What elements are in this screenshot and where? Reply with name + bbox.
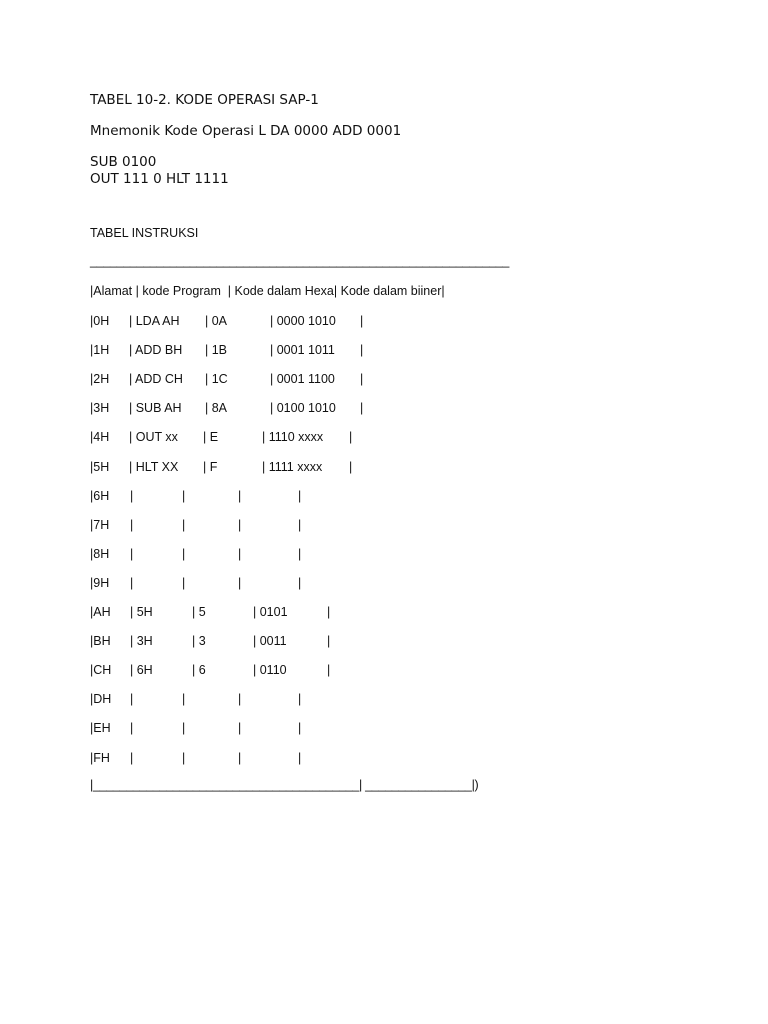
row-end: |: [298, 488, 302, 503]
row-bin: | 0011: [253, 634, 287, 649]
row-addr: |0H: [90, 314, 110, 328]
row-end: |: [360, 314, 364, 328]
row-addr: |FH: [90, 750, 110, 765]
row-prog: |: [130, 546, 134, 561]
row-addr: |7H: [90, 517, 110, 532]
row-addr: |8H: [90, 546, 110, 561]
row-prog: | OUT xx: [129, 430, 178, 445]
table-top-rule: _______________________________________________________________: [90, 254, 510, 268]
row-end: |: [298, 575, 302, 590]
row-addr: |AH: [90, 605, 111, 619]
row-hex: | 5: [192, 605, 206, 619]
row-end: |: [298, 692, 302, 707]
row-hex: |: [182, 546, 186, 561]
row-prog: |: [130, 517, 134, 532]
row-end: |: [298, 721, 302, 736]
row-bin: | 1110 xxxx: [262, 430, 324, 445]
row-bin: | 1111 xxxx: [262, 459, 323, 474]
row-prog: | HLT XX: [129, 459, 179, 474]
row-prog: |: [130, 692, 134, 707]
row-hex: | 3: [192, 634, 206, 649]
row-addr: |9H: [90, 575, 110, 590]
row-hex: | F: [203, 459, 218, 474]
row-end: |: [298, 517, 302, 532]
row-hex: | 1B: [205, 343, 228, 358]
row-addr: |4H: [90, 430, 110, 445]
row-hex: | 6: [192, 663, 206, 678]
row-addr: |1H: [90, 343, 110, 358]
row-bin: |: [238, 488, 242, 503]
row-end: |: [327, 634, 331, 649]
row-bin: | 0110: [253, 663, 287, 678]
row-bin: | 0000 1010: [270, 314, 336, 328]
table-bottom-rule: |________________________________________| ________________|): [90, 778, 479, 792]
table-title: TABEL INSTRUKSI: [90, 226, 199, 240]
table-header: |Alamat | kode Program | Kode dalam Hexa| Kode dalam biiner|: [90, 284, 445, 298]
row-hex: | 1C: [205, 372, 228, 387]
row-end: |: [327, 663, 331, 678]
row-addr: |DH: [90, 692, 112, 707]
row-addr: |3H: [90, 401, 110, 416]
row-hex: |: [182, 692, 186, 707]
row-addr: |5H: [90, 459, 110, 474]
row-prog: | LDA AH: [129, 314, 180, 328]
row-bin: |: [238, 517, 242, 532]
sub-line: SUB 0100: [90, 154, 157, 170]
out-line: OUT 111 0 HLT 1111: [90, 171, 229, 187]
row-bin: |: [238, 692, 242, 707]
row-prog: |: [130, 750, 134, 765]
row-prog: |: [130, 575, 134, 590]
row-prog: |: [130, 721, 134, 736]
row-bin: |: [238, 721, 242, 736]
row-hex: |: [182, 488, 186, 503]
row-end: |: [349, 430, 353, 445]
row-addr: |CH: [90, 663, 112, 678]
row-end: |: [327, 605, 331, 619]
row-bin: | 0001 1011: [270, 343, 335, 358]
mnemonic-line: Mnemonik Kode Operasi L DA 0000 ADD 0001: [90, 123, 402, 139]
row-prog: | 3H: [130, 634, 153, 649]
row-end: |: [360, 343, 364, 358]
row-end: |: [360, 401, 364, 416]
row-prog: | 5H: [130, 605, 153, 619]
row-addr: |BH: [90, 634, 111, 649]
row-prog: | ADD BH: [129, 343, 183, 358]
row-hex: |: [182, 750, 186, 765]
row-prog: |: [130, 488, 134, 503]
row-bin: | 0101: [253, 605, 288, 619]
row-hex: |: [182, 575, 186, 590]
row-hex: | E: [203, 430, 219, 445]
row-addr: |6H: [90, 488, 110, 503]
row-hex: |: [182, 721, 186, 736]
page-title: TABEL 10-2. KODE OPERASI SAP-1: [90, 92, 319, 108]
row-addr: |2H: [90, 372, 110, 387]
row-hex: |: [182, 517, 186, 532]
row-hex: | 0A: [205, 314, 228, 328]
row-bin: | 0100 1010: [270, 401, 336, 416]
row-bin: |: [238, 750, 242, 765]
row-prog: | ADD CH: [129, 372, 183, 387]
row-end: |: [360, 372, 364, 387]
row-end: |: [298, 750, 302, 765]
row-end: |: [349, 459, 353, 474]
row-prog: | SUB AH: [129, 401, 182, 416]
row-hex: | 8A: [205, 401, 228, 416]
row-end: |: [298, 546, 302, 561]
row-bin: |: [238, 546, 242, 561]
row-bin: |: [238, 575, 242, 590]
row-prog: | 6H: [130, 663, 153, 678]
row-addr: |EH: [90, 721, 111, 736]
row-bin: | 0001 1100: [270, 372, 335, 387]
